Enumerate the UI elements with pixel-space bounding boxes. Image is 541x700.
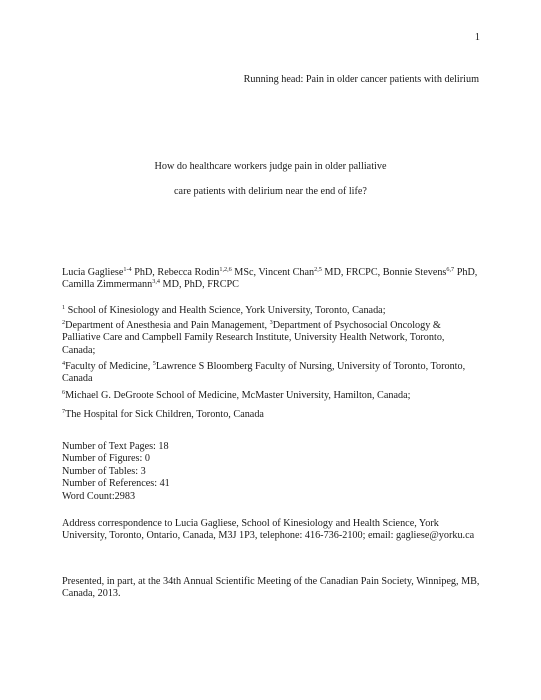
count-references: Number of References: 41 [62, 478, 170, 490]
count-text-pages: Number of Text Pages: 18 [62, 441, 169, 452]
affiliation-text: Michael G. DeGroote School of Medicine, McMaster University, Hamilton, Canada; [65, 390, 411, 401]
affiliation-sup: 4 [62, 360, 66, 367]
running-head: Running head: Pain in older cancer patients with delirium [243, 74, 479, 85]
affiliation-5 [62, 409, 467, 421]
author-affiliation-sup: 1,2,6 [219, 266, 232, 273]
affiliation-text: Department of Anesthesia and Pain Management, [65, 320, 270, 331]
title-line-1: How do healthcare workers judge pain in older palliative [154, 161, 387, 172]
author-affiliation-sup: 3,4 [152, 278, 160, 286]
title-line-2: care patients with delirium near the end of life? [174, 186, 367, 197]
author-affiliation-sup: 2,5 [314, 266, 322, 273]
affiliation-text: The Hospital for Sick Children, Toronto, Canada [65, 409, 264, 420]
author-name: MSc, Vincent Chan [231, 267, 315, 278]
author-affiliation-sup: 6,7 [446, 266, 455, 273]
correspondence-address: Address correspondence to Lucia Gagliese, School of Kinesiology and Health Science, York University, Toronto, Ontario, Canada, M3J 1P3, telephone: 416-736-2100; email: gagliese@yorku.ca [62, 518, 475, 542]
page-number: 1 [474, 32, 480, 43]
affiliation-sup: 5 [152, 360, 156, 367]
count-tables: Number of Tables: 3 [62, 465, 146, 477]
author-name: MD, PhD, FRCPC [159, 279, 239, 291]
affiliation-text: Faculty of Medicine, [65, 361, 153, 372]
affiliation-sup: 1 [62, 304, 66, 311]
affiliation-sup: 6 [62, 389, 66, 396]
affiliation-2 [62, 320, 467, 357]
manuscript-counts [62, 441, 362, 503]
affiliation-3 [62, 361, 467, 386]
count-figures: Number of Figures: 0 [62, 453, 150, 465]
author-name: Lucia Gagliese [62, 267, 124, 278]
author-affiliation-sup: 1-4 [123, 266, 132, 273]
affiliation-4 [62, 390, 467, 402]
count-words: Word Count:2983 [62, 490, 136, 502]
affiliation-text: Lawrence S Bloomberg Faculty of Nursing, University of Toronto, Toronto, Canada [62, 361, 466, 385]
affiliation-sup: 2 [62, 319, 66, 326]
affiliation-sup: 7 [62, 408, 66, 415]
affiliation-text: Department of Psychosocial Oncology & Palliative Care and Campbell Family Research Institute, University Health Network, Toronto, Canada; [62, 320, 445, 356]
paper-title [62, 154, 479, 204]
author-name: PhD, Rebecca Rodin [131, 267, 220, 278]
presentation-note: Presented, in part, at the 34th Annual Scientific Meeting of the Canadian Pain Society, Winnipeg, MB, Canada, 2013. [62, 576, 480, 600]
author-name: MD, FRCPC, Bonnie Stevens [321, 267, 447, 278]
affiliation-text: School of Kinesiology and Health Science, York University, Toronto, Canada; [65, 305, 386, 316]
author-name: PhD, Camilla Zimmermann [62, 267, 478, 291]
author-list [62, 267, 482, 292]
affiliation-1 [62, 305, 467, 317]
affiliation-sup: 3 [269, 319, 273, 326]
